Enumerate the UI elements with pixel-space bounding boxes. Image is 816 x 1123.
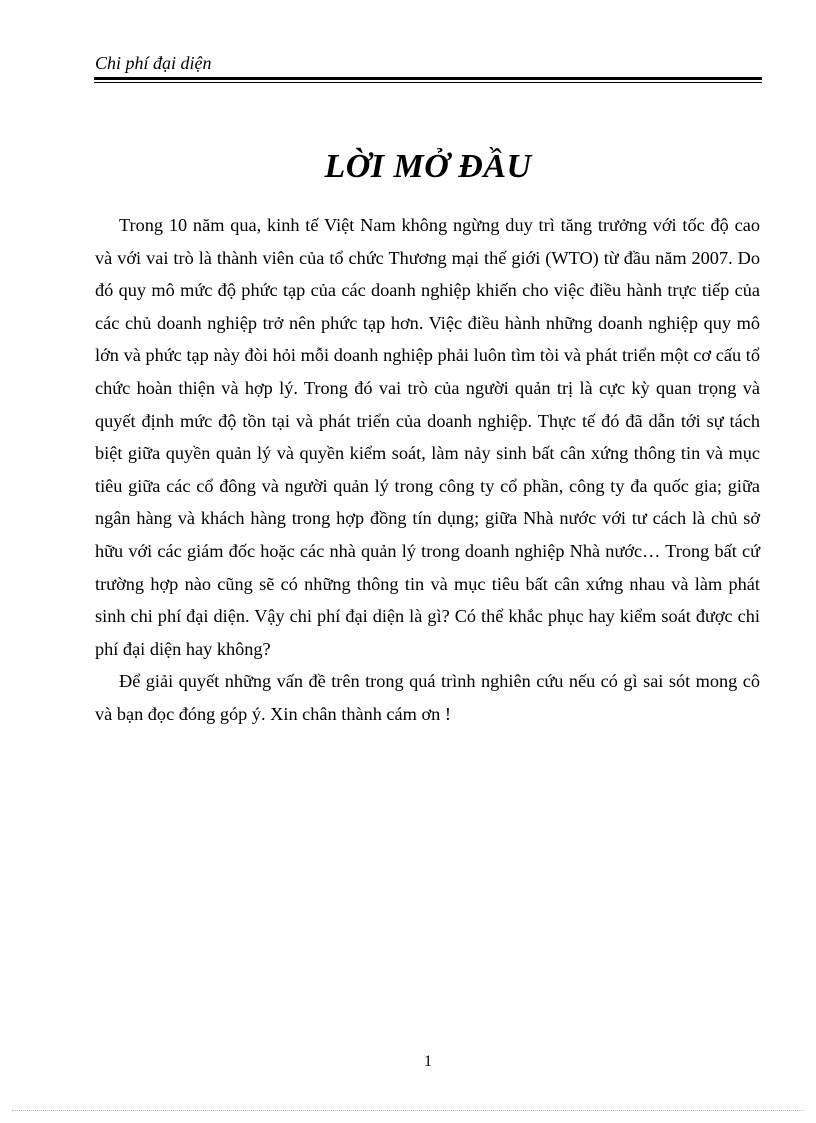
paragraph-intro: Trong 10 năm qua, kinh tế Việt Nam không ngừng duy trì tăng trưởng với tốc độ cao và với vai trò là thành viên của tổ chức Thương mại thế giới (WTO) từ đầu năm 2007. Do đó quy mô mức độ phức tạp của các doanh nghiệp khiến cho việc điều hành trực tiếp của các chủ doanh nghiệp trở nên phức tạp hơn. Việc điều hành những doanh nghiệp quy mô lớn và phức tạp này đòi hỏi mỗi doanh nghiệp phải luôn tìm tòi và phát triển một cơ cấu tổ chức hoàn thiện và hợp lý. Trong đó vai trò của người quản trị là cực kỳ quan trọng và quyết định mức độ tồn tại và phát triển của doanh nghiệp. Thực tế đó đã dẫn tới sự tách biệt giữa quyền quản lý và quyền kiểm soát, làm nảy sinh bất cân xứng thông tin và mục tiêu giữa các cổ đông và người quản lý trong công ty cổ phần, công ty đa quốc gia; giữa ngân hàng và khách hàng trong hợp đồng tín dụng; giữa Nhà nước với tư cách là chủ sở hữu với các giám đốc hoặc các nhà quản lý trong doanh nghiệp Nhà nước… Trong bất cứ trường hợp nào cũng sẽ có những thông tin và mục tiêu bất cân xứng nhau và làm phát sinh chi phí đại diện. Vậy chi phí đại diện là gì? Có thể khắc phục hay kiểm soát được chi phí đại diện hay không? [95, 215, 760, 659]
header-rule [94, 77, 762, 80]
page-title: LỜI MỞ ĐẦU [324, 147, 532, 185]
paragraph-closing: Để giải quyết những vấn đề trên trong quá trình nghiên cứu nếu có gì sai sót mong cô và bạn đọc đóng góp ý. Xin chân thành cám ơn ! [95, 671, 760, 724]
body-text [95, 209, 760, 731]
running-header: Chi phí đại diện [95, 53, 212, 73]
page-number: 1 [424, 1053, 432, 1070]
page-bottom-divider [12, 1110, 804, 1111]
header-rule-thin [94, 82, 762, 83]
